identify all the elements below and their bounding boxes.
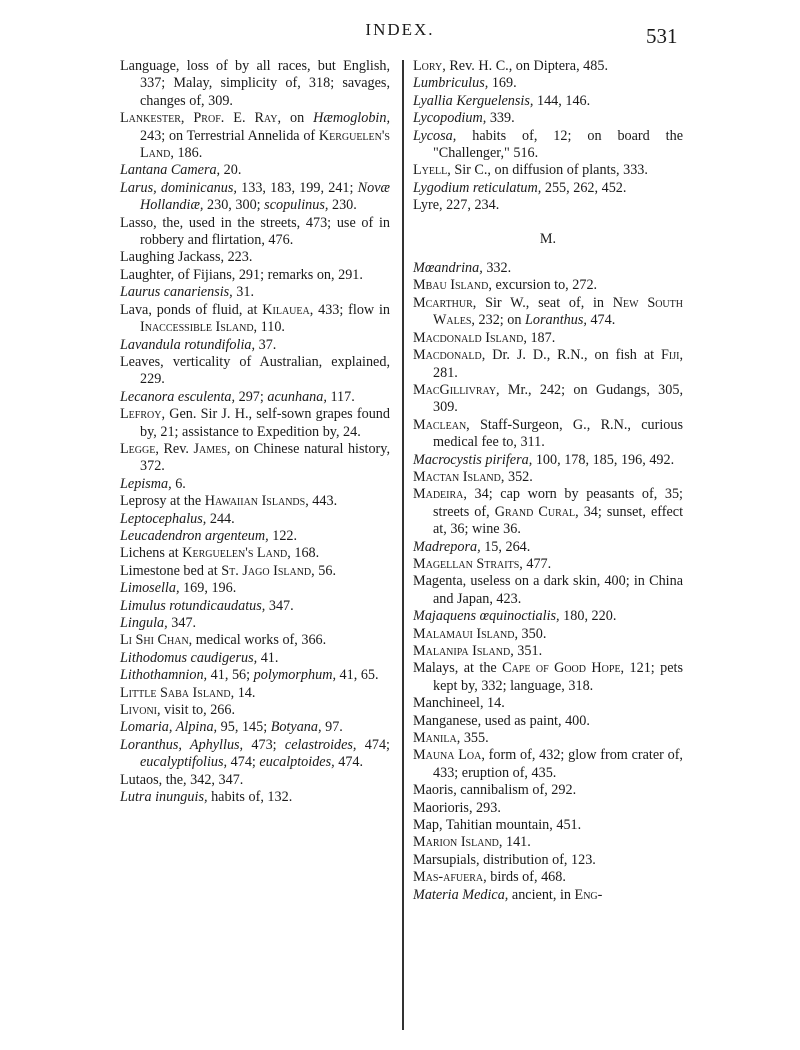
entry-text: 243; on Terrestrial Annelida of (140, 127, 319, 144)
entry-text: 473; (243, 736, 285, 753)
entry-text: 41, 65. (336, 667, 379, 684)
small-caps-name: Kilauea, (262, 301, 314, 318)
entry-text: excursion to, 272. (491, 277, 598, 294)
italic-term: Lumbriculus, (413, 75, 489, 92)
index-entry (413, 110, 683, 127)
italic-term: Lingula, (120, 615, 168, 631)
index-entry (413, 643, 683, 660)
small-caps-name: Fiji, (661, 347, 683, 364)
entry-text: 31. (232, 284, 255, 301)
index-entries-m (413, 260, 683, 904)
entry-text: 433; flow in (313, 301, 391, 318)
index-entry (120, 406, 390, 441)
entry-text: Maorioris, 293. (413, 799, 501, 816)
entry-text: 352. (504, 468, 533, 485)
entry-text: Map, Tahitian mountain, 451. (413, 817, 582, 834)
italic-term: Mœandrina, (413, 260, 483, 277)
small-caps-name: Kerguelen's Land, (140, 127, 390, 162)
entry-text: 122. (268, 527, 298, 544)
entry-text: 255, 262, 452. (541, 179, 627, 196)
index-entry (120, 719, 390, 736)
small-caps-name: Lyell, (413, 162, 451, 179)
index-entry (413, 162, 683, 179)
small-caps-name: Eng- (574, 886, 603, 903)
italic-term: scopulinus, (264, 197, 329, 214)
entry-text: habits of, 132. (207, 789, 293, 806)
italic-term: Lithothamnion, (120, 667, 208, 684)
small-caps-name: Cape of Good Hope, (502, 660, 625, 677)
small-caps-name: Little Saba Island, (120, 684, 235, 701)
entry-text: 169. (488, 75, 517, 92)
entry-text: 443. (308, 493, 338, 510)
index-entry (120, 545, 390, 562)
section-letter-heading: M. (539, 230, 557, 247)
small-caps-name: Manila, (413, 730, 461, 747)
entry-text: 141. (502, 834, 531, 851)
entry-text: Leaves, verticality of Australian, explained, 229. (120, 353, 390, 388)
index-entries-l (413, 58, 683, 215)
italic-term: Loranthus, Aphyllus, (120, 736, 244, 753)
index-entry (120, 615, 390, 632)
italic-term: Macrocystis pirifera, (413, 451, 533, 468)
italic-term: acunhana, (267, 388, 327, 405)
index-entry (413, 452, 683, 469)
italic-term: Lantana Camera, (120, 162, 221, 179)
italic-term: Lygodium reticulatum, (413, 179, 542, 196)
index-entry (413, 469, 683, 486)
entry-text: 186. (173, 145, 203, 162)
index-entry (120, 580, 390, 597)
small-caps-name: Magellan Straits, (413, 555, 523, 572)
index-entry (413, 330, 683, 347)
entry-text: 117. (326, 388, 355, 405)
index-entry (413, 128, 683, 163)
entry-text: Manganese, used as paint, 400. (413, 712, 590, 729)
index-entry (413, 556, 683, 573)
italic-term: eucalyptifolius, (140, 754, 228, 771)
small-caps-name: Malanipa Island, (413, 643, 514, 659)
small-caps-name: Lefroy, (120, 406, 165, 423)
entry-text: Rev. H. C., on Diptera, 485. (445, 58, 608, 74)
small-caps-name: Marion Island, (413, 834, 503, 851)
entry-text: form of, 432; glow from crater of, 433; eruption of, 435. (433, 747, 683, 781)
small-caps-name: Macdonald, (413, 347, 486, 364)
entry-text: 474; (227, 754, 260, 771)
entry-text: 15, 264. (480, 538, 531, 555)
index-entry (120, 493, 390, 510)
entry-text: Language, loss of by all races, but English, 337; Malay, simplicity of, 318; savages, changes of, 309. (120, 58, 390, 109)
index-entry (413, 277, 683, 294)
entry-text: Lasso, the, used in the streets, 473; use of in robbery and flirtation, 476. (120, 214, 390, 249)
entry-text: habits of, 12; on board the "Challenger," 516. (433, 127, 683, 162)
index-entry (413, 573, 683, 608)
index-entry (413, 58, 683, 75)
italic-term: Lutra inunguis, (120, 789, 208, 806)
index-entry (413, 626, 683, 643)
index-entry (120, 162, 390, 179)
entry-text: 180, 220. (559, 608, 617, 625)
entry-text: 37. (255, 336, 277, 353)
small-caps-name: Hawaiian Islands, (204, 493, 309, 510)
index-entry (413, 539, 683, 556)
italic-term: Larus, dominicanus, (120, 179, 237, 196)
index-entry (120, 598, 390, 615)
entry-text: 20. (220, 162, 242, 179)
index-entry (120, 737, 390, 772)
italic-term: Limosella, (120, 580, 180, 597)
index-entry (120, 789, 390, 806)
entry-text: 350. (518, 625, 547, 642)
small-caps-name: Maclean, (413, 416, 470, 433)
italic-term: Lithodomus caudigerus, (120, 649, 258, 666)
small-caps-name: New South Wales, (433, 294, 683, 329)
index-entry (413, 180, 683, 197)
entry-text: Laughing Jackass, 223. (120, 249, 253, 266)
italic-term: Laurus canariensis, (120, 284, 233, 301)
index-entry (120, 267, 390, 284)
italic-term: Lavandula rotundifolia, (120, 336, 256, 353)
small-caps-name: Madeira, (413, 486, 467, 503)
small-caps-name: James, (193, 440, 231, 457)
index-entry (120, 180, 390, 215)
small-caps-name: Grand Cural, (494, 503, 579, 520)
italic-term: celastroides, (284, 736, 357, 753)
small-caps-name: Macdonald Island, (413, 329, 527, 346)
index-entry (120, 389, 390, 406)
index-entry (120, 563, 390, 580)
index-entry (120, 354, 390, 389)
entry-text: 187. (526, 329, 556, 346)
entry-text: 339. (486, 110, 515, 127)
entry-text: 41, 56; (207, 667, 254, 684)
entry-text: on Chinese natural history, 372. (140, 440, 390, 475)
italic-term: Novæ Hollandiæ, (140, 179, 390, 214)
index-entry (120, 284, 390, 301)
entry-text: Gen. Sir J. H., self-sown grapes found by, 21; assistance to Expedition by, 24. (140, 406, 390, 440)
index-entry (413, 747, 683, 782)
entry-text: 355. (460, 730, 489, 747)
index-entry (413, 713, 683, 730)
entry-text: 244. (206, 510, 235, 527)
entry-text: 95, 145; (217, 719, 271, 736)
small-caps-name: St. Jago Island, (221, 562, 315, 579)
entry-text: 34; cap worn by peasants of, 35; streets of, (433, 486, 683, 520)
small-caps-name: Malamaui Island, (413, 625, 518, 642)
small-caps-name: Inaccessible Island, (140, 319, 258, 336)
entry-text: 347. (167, 615, 197, 631)
entry-text: Sir W., seat of, in (476, 294, 613, 311)
index-entry (413, 834, 683, 851)
index-entry (413, 660, 683, 695)
small-caps-name: MacGillivray, (413, 381, 500, 398)
index-entry (413, 295, 683, 330)
small-caps-name: Mcarthur, (413, 294, 477, 311)
index-entry (413, 93, 683, 110)
italic-term: Loranthus, (525, 312, 587, 329)
index-entry (413, 852, 683, 869)
small-caps-name: Kerguelen's Land, (182, 545, 291, 562)
entry-text: 169, 196. (179, 580, 237, 597)
index-entry (120, 632, 390, 649)
italic-term: Hæmoglobin, (313, 110, 390, 127)
entry-text: 230. (328, 197, 357, 214)
index-entry (120, 511, 390, 528)
index-entry (120, 528, 390, 545)
index-entry (413, 782, 683, 799)
small-caps-name: Mactan Island, (413, 468, 505, 485)
small-caps-name: Lory, (413, 58, 446, 74)
entry-text: 56. (314, 562, 336, 579)
entry-text: 477. (522, 555, 552, 572)
entry-text: 144, 146. (533, 92, 591, 109)
italic-term: Leptocephalus, (120, 510, 207, 527)
entry-text: 34; sunset, effect at, 36; wine 36. (433, 503, 684, 538)
italic-term: Materia Medica, (413, 886, 509, 903)
entry-text: Staff-Surgeon, G., R.N., curious medical fee to, 311. (433, 416, 683, 451)
index-entry (120, 441, 390, 476)
index-entry (413, 417, 683, 452)
index-column-right (413, 58, 683, 904)
entry-text: 281. (433, 364, 458, 381)
index-entry (120, 650, 390, 667)
column-divider (402, 60, 404, 1030)
index-entry (120, 702, 390, 719)
entry-text: 230, 300; (203, 197, 265, 214)
index-entry (413, 75, 683, 92)
entry-text: 110. (257, 319, 285, 336)
entry-text: 97. (321, 719, 343, 736)
italic-term: Lyallia Kerguelensis, (413, 92, 534, 109)
entry-text: birds of, 468. (486, 869, 566, 886)
small-caps-name: Mbau Island, (413, 277, 492, 294)
italic-term: Lecanora esculenta, (120, 388, 236, 405)
entry-text: medical works of, 366. (192, 632, 327, 649)
index-entry (120, 667, 390, 684)
entry-text: 351. (513, 643, 543, 659)
entry-text: Lava, ponds of fluid, at (120, 301, 263, 318)
entry-text: 332. (482, 260, 512, 277)
entry-text: Rev. (158, 440, 194, 457)
italic-term: Madrepora, (413, 538, 481, 555)
italic-term: Botyana, (270, 719, 322, 736)
entry-text: Marsupials, distribution of, 123. (413, 851, 596, 868)
index-entry (120, 772, 390, 789)
small-caps-name: Li Shi Chan, (120, 632, 193, 649)
index-entry (413, 347, 683, 382)
index-entry (120, 685, 390, 702)
italic-term: Limulus rotundicaudatus, (120, 597, 266, 614)
italic-term: Lomaria, Alpina, (120, 719, 218, 736)
index-entry (120, 337, 390, 354)
index-entry (120, 476, 390, 493)
entry-text: 41. (257, 649, 279, 666)
index-entry (413, 869, 683, 886)
entry-text: 6. (171, 475, 186, 492)
entry-text: Lyre, 227, 234. (413, 197, 500, 214)
entry-text: Manchineel, 14. (413, 695, 505, 712)
entry-text: 100, 178, 185, 196, 492. (532, 451, 675, 468)
entry-text: Laughter, of Fijians, 291; remarks on, 291. (120, 266, 363, 283)
entry-text: 168. (290, 545, 320, 562)
index-column-left (120, 58, 390, 806)
entry-text: Limestone bed at (120, 562, 222, 579)
entry-text: 232; on (474, 312, 526, 329)
entry-text: Lutaos, the, 342, 347. (120, 771, 244, 788)
entry-text: Mr., 242; on Gudangs, 305, 309. (433, 381, 683, 416)
italic-term: Leucadendron argenteum, (120, 527, 269, 544)
index-entry (413, 260, 683, 277)
small-caps-name: Mauna Loa, (413, 747, 485, 764)
entry-text: 297; (235, 388, 268, 405)
small-caps-name: Lankester, Prof. E. Ray, (120, 110, 281, 127)
entry-text: 133, 183, 199, 241; (236, 179, 358, 196)
entry-text: Maoris, cannibalism of, 292. (413, 782, 577, 799)
entry-text: ancient, in (508, 886, 575, 903)
italic-term: polymorphum, (253, 667, 336, 684)
italic-term: Majaquens œquinoctialis, (413, 608, 560, 625)
index-entry (120, 215, 390, 250)
italic-term: eucalptoides, (259, 754, 335, 771)
index-entry (413, 382, 683, 417)
index-entry (413, 608, 683, 625)
entry-text: Magenta, useless on a dark skin, 400; in China and Japan, 423. (413, 573, 683, 607)
entry-text: 474. (586, 312, 616, 329)
index-entry (413, 197, 683, 214)
small-caps-name: Mas-afuera, (413, 869, 487, 886)
entry-text: Malays, at the (413, 660, 503, 677)
index-entry (413, 486, 683, 538)
index-entry (413, 730, 683, 747)
small-caps-name: Legge, (120, 440, 159, 457)
page-number: 531 (646, 24, 678, 48)
entry-text: Leprosy at the (120, 493, 205, 510)
entry-text: 474; (356, 736, 390, 753)
entry-text: on (281, 110, 314, 127)
italic-term: Lepisma, (120, 475, 172, 492)
index-entry (413, 695, 683, 712)
index-entry (120, 110, 390, 162)
entry-text: Dr. J. D., R.N., on fish at (485, 347, 661, 364)
entry-text: visit to, 266. (160, 702, 236, 719)
entry-text: 121; pets kept by, 332; language, 318. (433, 660, 684, 694)
index-entry (120, 302, 390, 337)
index-entry (413, 887, 683, 904)
page-header-title: INDEX. (365, 20, 435, 39)
index-entry (413, 800, 683, 817)
entry-text: Sir C., on diffusion of plants, 333. (450, 162, 648, 179)
index-entry (120, 249, 390, 266)
index-entry (120, 58, 390, 110)
entry-text: 474. (334, 754, 364, 771)
entry-text: 347. (265, 597, 294, 614)
entry-text: 14. (234, 684, 256, 701)
italic-term: Lycopodium, (413, 110, 487, 127)
index-entry (413, 817, 683, 834)
italic-term: Lycosa, (413, 127, 457, 144)
small-caps-name: Livoni, (120, 702, 161, 719)
entry-text: Lichens at (120, 545, 183, 562)
